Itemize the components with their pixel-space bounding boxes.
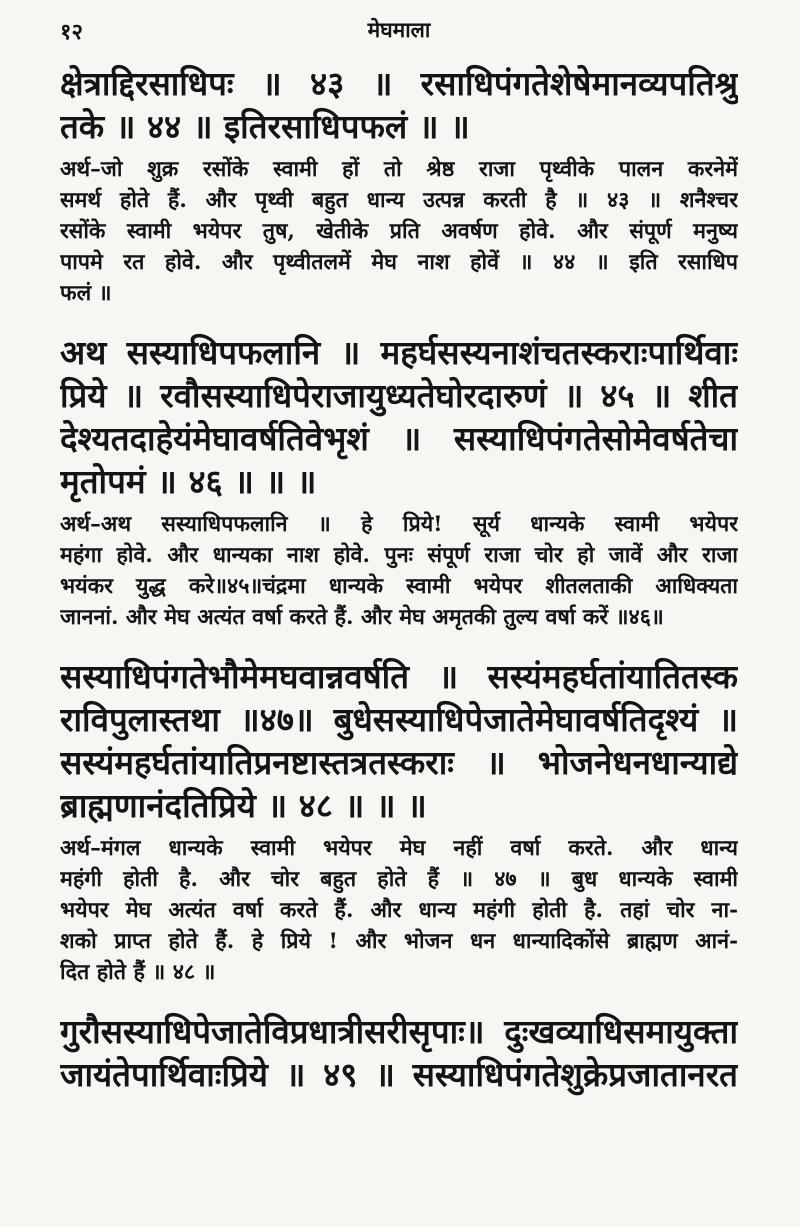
meaning-line: अर्थ–अथ सस्याधिपफलानि ॥ हे प्रिये! सूर्य धान्यके स्वामी भयेपर (60, 512, 738, 537)
verse-line: राविपुलास्तथा ॥४७॥ बुधेसस्याधिपेजातेमेघावर्षतिदृश्यं ॥ (60, 700, 738, 739)
verse-line: गुरौसस्याधिपेजातेविप्रधात्रीसरीसृपाः॥ दुःखव्याधिसमायुक्ता (60, 1012, 738, 1051)
verse-line: देश्यतदाहेयंमेघावर्षतिवेभृशं ॥ सस्याधिपंगतेसोमेवर्षतेचा (60, 419, 738, 458)
verse-line: सस्याधिपंगतेभौमेमघवान्नवर्षति ॥ सस्यंमहर्घतांयातितस्क (60, 657, 738, 696)
meaning-line: महंगा होवे. और धान्यका नाश होवे. पुनः संपूर्ण राजा चोर हो जावें और राजा (60, 543, 738, 568)
block-3 (60, 655, 738, 988)
meaning-line: जाननां. और मेघ अत्यंत वर्षा करते हैं. और मेघ अमृतकी तुल्य वर्षा करें ॥४६॥ (60, 605, 664, 630)
meaning-line: भयेपर मेघ अत्यंत वर्षा करते हैं. और धान्य महंगी होती है. तहां चोर ना- (60, 898, 738, 923)
meaning-line: पापमे रत होवे. और पृथ्वीतलमें मेघ नाश होवें ॥ ४४ ॥ इति रसाधिप (60, 250, 738, 275)
verse-text (60, 1010, 738, 1096)
meaning-text (60, 154, 738, 309)
meaning-line: समर्थ होते हैं. और पृथ्वी बहुत धान्य उत्पन्न करती है ॥ ४३ ॥ शनैश्चर (60, 188, 738, 213)
verse-text (60, 331, 738, 503)
meaning-line: फलं ॥ (60, 281, 112, 306)
meaning-line: रसोंके स्वामी भयेपर तुष, खेतीके प्रति अवर्षण होवे. और संपूर्ण मनुष्य (60, 219, 738, 244)
verse-line: ब्राह्मणानंदतिप्रिये ॥ ४८ ॥ ॥ ॥ (60, 786, 427, 825)
meaning-line: महंगी होती है. और चोर बहुत होते हैं ॥ ४७ ॥ बुध धान्यके स्वामी (60, 867, 738, 892)
verse-line: तके ॥ ४४ ॥ इतिरसाधिपफलं ॥ ॥ (60, 107, 470, 146)
page-header (60, 14, 738, 54)
meaning-text (60, 833, 738, 988)
verse-line: सस्यंमहर्घतांयातिप्रनष्टास्तत्रतस्कराः ॥ भोजनेधनधान्याद्ये (60, 743, 738, 782)
running-title: मेघमाला (367, 17, 431, 42)
meaning-line: दित होते हैं ॥ ४८ ॥ (60, 960, 216, 985)
verse-text (60, 62, 738, 148)
verse-line: जायंतेपार्थिवाःप्रिये ॥ ४९ ॥ सस्याधिपंगतेशुक्रेप्रजातानरत (60, 1055, 738, 1094)
meaning-text (60, 509, 738, 633)
verse-line: क्षेत्राद्दिरसाधिपः ॥ ४३ ॥ रसाधिपंगतेशेषेमानव्यपतिश्रु (60, 64, 738, 103)
block-2 (60, 331, 738, 633)
meaning-line: भयंकर युद्ध करे॥४५॥चंद्रमा धान्यके स्वामी भयेपर शीतलताकी आधिक्यता (60, 574, 738, 599)
verse-line: अथ सस्याधिपफलानि ॥ महर्घसस्यनाशंचतस्कराःपार्थिवाः (60, 333, 738, 372)
verse-line: मृतोपमं ॥ ४६ ॥ ॥ ॥ (60, 462, 317, 501)
block-1 (60, 62, 738, 309)
page-number: १२ (60, 19, 83, 45)
meaning-line: अर्थ–मंगल धान्यके स्वामी भयेपर मेघ नहीं वर्षा करते. और धान्य (60, 836, 738, 861)
block-4 (60, 1010, 738, 1096)
verse-line: प्रिये ॥ रवौसस्याधिपेराजायुध्यतेघोरदारुणं ॥ ४५ ॥ शीत (60, 376, 738, 415)
meaning-line: शको प्राप्त होते हैं. हे प्रिये ! और भोजन धन धान्यादिकोंसे ब्राह्मण आनं- (60, 929, 738, 954)
verse-text (60, 655, 738, 827)
meaning-line: अर्थ–जो शुक्र रसोंके स्वामी हों तो श्रेष्ठ राजा पृथ्वीके पालन करनेमें (60, 157, 738, 182)
